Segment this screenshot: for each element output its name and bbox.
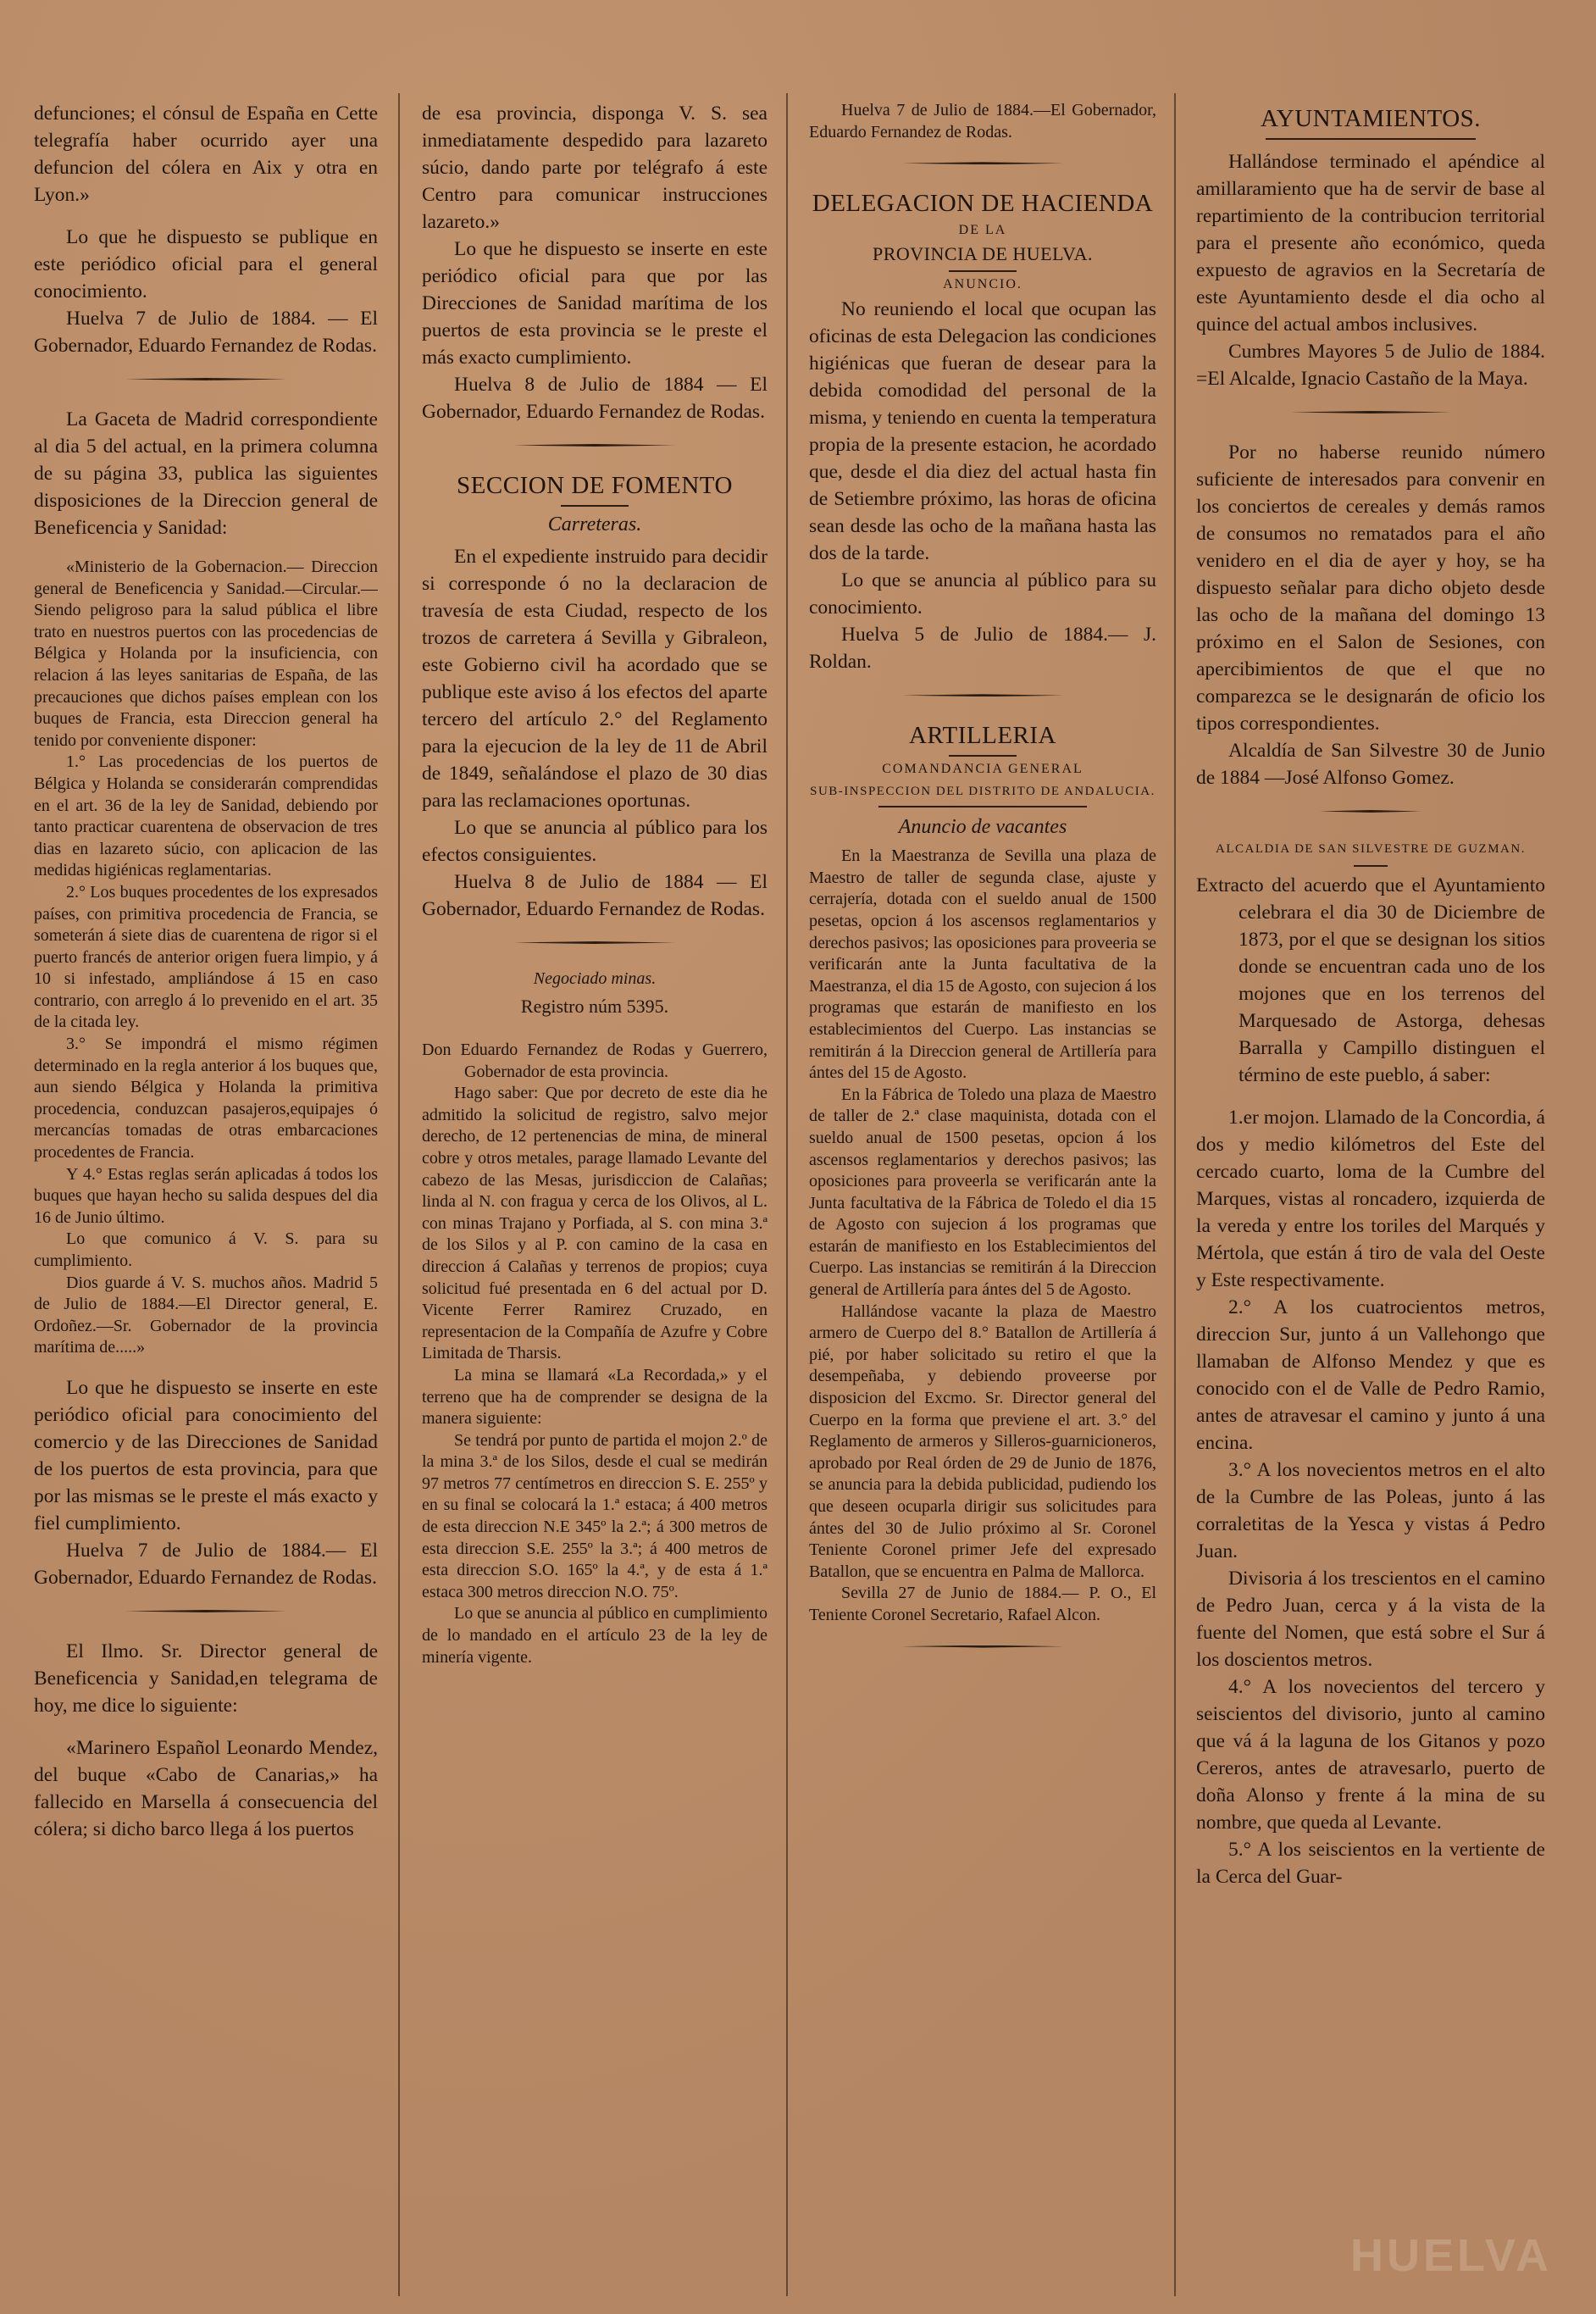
- paragraph: Don Eduardo Fernandez de Rodas y Guerrero, Gobernador de esta provincia.: [422, 1040, 768, 1081]
- signature-line: Huelva 7 de Julio de 1884. — El Gobernador, Eduardo Fernandez de Rodas.: [34, 308, 378, 357]
- paragraph: Hago saber: Que por decreto de este dia he admitido la solicitud de registro, salvo mejor derecho, de 12 pertenencias de mina, de mineral cobre y otros metales, parage llamado Levante del cabezo de las Mesas, jurisdiccion de Calañas; linda al N. con fragua y cerca de los Olivos, al L. con minas Trajano y Porfiada, al S. con mina 3.ª de los Silos y al P. con camino de la casa en direccion á Calañas y terrenos de propios; cuya solicitud fué presentada en 6 del actual por D. Vicente Ferrer Ramirez Cruzado, en representacion de la Compañía de Azufre y Cobre Limitada de Tharsis.: [422, 1084, 768, 1363]
- library-watermark: HUELVA: [1350, 2230, 1552, 2281]
- registro-number: Registro núm 5395.: [520, 996, 669, 1017]
- paragraph: «Marinero Español Leonardo Mendez, del buque «Cabo de Canarias,» ha fallecido en Marsella á consecuencia del cólera; si dicho barco llega á los puertos: [34, 1736, 378, 1840]
- separator: [902, 694, 1063, 696]
- paragraph: 1.er mojon. Llamado de la Concordia, á dos y medio kilómetros del Este del cercado cuarto, loma de la Cumbre del Marques, vistas al roncadero, izquierda de la vereda y entre los toriles del Marqués y Mértola, que están á tiro de vala del Oeste y Este respectivamente.: [1196, 1107, 1545, 1291]
- separator: [1320, 810, 1421, 813]
- section-heading-line-2: PROVINCIA DE HUELVA.: [873, 243, 1093, 265]
- heading-rule: [949, 270, 1017, 272]
- signature-line: Huelva 7 de Julio de 1884.—El Gobernador, Eduardo Fernandez de Rodas.: [809, 101, 1156, 142]
- column-4: [1196, 100, 1552, 2295]
- heading-rule: [1266, 138, 1475, 140]
- paragraph: Lo que he dispuesto se publique en este periódico oficial para el general conocimiento.: [34, 226, 378, 302]
- paragraph: 4.° A los novecientos del tercero y seiscientos del divisorio, junto al camino que vá á la laguna de los Gitanos y pozo Cereros, antes de atravesarlo, puerto de doña Alonso y frente á la mina de su nombre, que queda al Levante.: [1196, 1676, 1545, 1834]
- paragraph: No reuniendo el local que ocupan las oficinas de esta Delegacion las condiciones higiénicas que fueran de desear para la debida comodidad del personal de la misma, y teniendo en cuenta la temperatura propia de la presente estacion, he acordado que, desde el dia diez del actual hasta fin de Setiembre próximo, las horas de oficina sean desde las ocho de la mañana hasta las dos de la tarde.: [809, 298, 1156, 565]
- signature-line: Huelva 8 de Julio de 1884 — El Gobernador, Eduardo Fernandez de Rodas.: [422, 871, 768, 920]
- separator: [902, 162, 1063, 164]
- column-1: [34, 100, 378, 2295]
- signature-line: Sevilla 27 de Junio de 1884.— P. O., El Teniente Coronel Secretario, Rafael Alcon.: [809, 1584, 1156, 1624]
- section-heading: SECCION DE FOMENTO: [457, 472, 733, 499]
- paragraph: Por no haberse reunido número suficiente de interesados para convenir en los conciertos de cereales y demás ramos de consumos no rematados para el año venidero en el dia de ayer y hoy, se ha dispuesto señalar para dicho objeto desde las ocho de la mañana del domingo 13 próximo en el Salon de Sesiones, con apercibimientos de que el que no comparezca se le designarán de oficio los tipos correspondientes.: [1196, 441, 1545, 735]
- paragraph: 5.° A los seiscientos en la vertiente de la Cerca del Guar-: [1196, 1839, 1545, 1888]
- negociado-label: Negociado minas.: [533, 969, 657, 988]
- signature-line: Alcaldía de San Silvestre 30 de Junio de 1884 —José Alfonso Gomez.: [1196, 740, 1545, 789]
- signature-line: Cumbres Mayores 5 de Julio de 1884. =El Alcalde, Ignacio Castaño de la Maya.: [1196, 341, 1545, 390]
- separator: [1290, 411, 1451, 413]
- heading-rule: [949, 755, 1017, 757]
- paragraph: Hallándose terminado el apéndice al amillaramiento que ha de servir de base al repartimiento de la contribucion territorial para el presente año económico, queda expuesto de agravios en la Secretaría de este Ayuntamiento desde el dia ocho al quince del actual ambos inclusives.: [1196, 151, 1545, 336]
- separator: [902, 1645, 1063, 1648]
- paragraph: Lo que se anuncia al público para los efectos consiguientes.: [422, 817, 768, 866]
- column-rule-3: [1174, 93, 1176, 2296]
- heading-connector: DE LA: [958, 223, 1007, 238]
- paragraph: En el expediente instruido para decidir si corresponde ó no la declaracion de travesía de esta Ciudad, respecto de los trozos de carretera á Sevilla y Gibraleon, este Gobierno civil ha acordado que se publique este aviso á los efectos del aparte tercero del artículo 2.° del Reglamento para la ejecucion de la ley de 11 de Abril de 1849, señalándose el plazo de 30 dias para las reclamaciones oportunas.: [422, 546, 768, 812]
- column-rule-2: [786, 93, 788, 2296]
- separator: [125, 1610, 286, 1612]
- paragraph: Lo que he dispuesto se inserte en este periódico oficial para que por las Direcciones de Sanidad marítima de los puertos de esta provincia se le preste el más exacto cumplimiento.: [422, 238, 768, 369]
- paragraph: 3.° A los novecientos metros en el alto de la Cumbre de las Poleas, junto á las corraletitas de la Yesca y vistas á Pedro Juan.: [1196, 1459, 1545, 1562]
- rule-4: Y 4.° Estas reglas serán aplicadas á todos los buques que hayan hecho su salida despues del dia 16 de Junio último.: [34, 1164, 378, 1227]
- paragraph: La Gaceta de Madrid correspondiente al dia 5 del actual, en la primera columna de su página 33, publica las siguientes disposiciones de la Direccion general de Beneficencia y Sanidad:: [34, 408, 378, 539]
- paragraph: El Ilmo. Sr. Director general de Beneficencia y Sanidad,en telegrama de hoy, me dice lo siguiente:: [34, 1640, 378, 1717]
- paragraph: En la Maestranza de Sevilla una plaza de Maestro de taller de segunda clase, ajuste y cerrajería, dotada con el sueldo anual de 1500 pesetas, opcion á los ascensos reglamentarios y derechos pasivos; las oposiciones para proveeria se verificarán ante la Junta facultativa de la Maestranza, el dia 15 de Agosto, con sujecion á los programas que estarán de manifiesto en los establecimientos del Cuerpo. Las instancias se remitirán á la Direccion general de Artillería para ántes del 15 de Agosto.: [809, 846, 1156, 1083]
- paragraph: Se tendrá por punto de partida el mojon 2.º de la mina 3.ª de los Silos, desde el cual se medirán 97 metros 77 centímetros en direccion S. E. 255º y en su final se colocará la 1.ª estaca; á 400 metros de esta direccion N.E 345º la 2.ª; á 300 metros de esta direccion S.E. 255º la 3.ª; á 400 metros de esta direccion S.O. 165º la 4.ª, y de esta á 1.ª estaca 300 metros direccion N.O. 75º.: [422, 1430, 768, 1601]
- rule-2: 2.° Los buques procedentes de los expresados países, con primitiva procedencia de Francia, se someterán á siete dias de cuarentena de rigor si el puerto francés de anterior origen fuera limpio, y á 10 si infestado, ampliándose á 15 en caso contrario, con arreglo á lo prevenido en el art. 35 de la citada ley.: [34, 882, 378, 1032]
- heading-rule: [1354, 865, 1388, 867]
- circular-text: «Ministerio de la Gobernacion.— Direccion general de Beneficencia y Sanidad.—Circular.—Siendo peligroso para la salud pública el libre trato en nuestros puertos con las procedencias de Bélgica y Holanda por la insuficiencia, con relacion á las leyes sanitarias de España, de las precauciones que dichos países emplean con los buques de Francia, esta Direccion general ha tenido por conveniente disponer:: [34, 558, 378, 750]
- signature-line: Huelva 7 de Julio de 1884.— El Gobernador, Eduardo Fernandez de Rodas.: [34, 1539, 378, 1589]
- rule-3: 3.° Se impondrá el mismo régimen determinado en la regla anterior á los buques que, aun siendo Bélgica y Holanda la primitiva procedencia, conduzcan pasajeros,equipajes ó mercancías tomadas de otras embarcaciones procedentes de Francia.: [34, 1035, 378, 1163]
- paragraph: En la Fábrica de Toledo una plaza de Maestro de taller de 2.ª clase maquinista, dotada con el sueldo anual de 1500 pesetas, opcion á los ascensos reglamentarios y derechos pasivos; las oposiciones para proveerla se verificarán ante la Junta facultativa de la Fábrica de Toledo el dia 15 de Agosto con sujecion á los programas que estarán de manifiesto en los Establecimientos del Cuerpo. Las instancias se remitirán á la Direccion general de Artillería para ántes del 5 de Agosto.: [809, 1085, 1156, 1300]
- section-heading: ARTILLERIA: [908, 722, 1056, 750]
- column-3: [809, 100, 1156, 2295]
- paragraph: Lo que comunico á V. S. para su cumplimiento.: [34, 1229, 378, 1270]
- subsection-label: COMANDANCIA GENERAL: [882, 762, 1083, 777]
- column-2: [422, 100, 768, 2295]
- section-heading: DELEGACION DE HACIENDA: [812, 190, 1154, 218]
- separator: [514, 941, 675, 944]
- signature-line: Huelva 8 de Julio de 1884 — El Gobernador, Eduardo Fernandez de Rodas.: [422, 374, 768, 423]
- column-rule-1: [398, 93, 400, 2296]
- subsection-label: SUB-INSPECCION DEL DISTRITO DE ANDALUCIA.: [810, 785, 1155, 799]
- section-heading: ALCALDIA DE SAN SILVESTRE DE GUZMAN.: [1216, 842, 1526, 856]
- signature-line: Huelva 5 de Julio de 1884.— J. Roldan.: [809, 624, 1156, 674]
- heading-rule: [561, 505, 629, 507]
- subheading: Anuncio de vacantes: [898, 816, 1067, 839]
- paragraph: Dios guarde á V. S. muchos años. Madrid 5 de Julio de 1884.—El Director general, E. Ordoñez.—Sr. Gobernador de la provincia marítima de.....»: [34, 1273, 378, 1357]
- section-heading: AYUNTAMIENTOS.: [1260, 105, 1482, 132]
- paragraph: Lo que se anuncia al público para su conocimiento.: [809, 569, 1156, 619]
- paragraph: 2.° A los cuatrocientos metros, direccion Sur, junto á un Vallehongo que llamaban de Alfonso Mendez y que es conocido con el de Valle de Pedro Ramio, antes de atravesar el camino y junto á una encina.: [1196, 1296, 1545, 1454]
- paragraph: Lo que se anuncia al público en cumplimiento de lo mandado en el artículo 23 de la ley de minería vigente.: [422, 1604, 768, 1667]
- subheading: Carreteras.: [547, 513, 642, 535]
- separator: [514, 444, 675, 447]
- paragraph: Divisoria á los trescientos en el camino de Pedro Juan, cerca y á la vista de la fuente del Nomen, que está sobre el Sur á los doscientos metros.: [1196, 1568, 1545, 1671]
- paragraph: Hallándose vacante la plaza de Maestro armero de Cuerpo del 8.° Batallon de Artillería á pié, por haber solicitado su retiro el que la desempeñaba, y debiendo proveerse por disposicion del Excmo. Sr. Director general del Cuerpo en la forma que previene el art. 3.° del Reglamento de armeros y Silleros-guarnicioneros, aprobado por Real órden de 29 de Junio de 1876, se anuncia para la debida publicidad, pudiendo los que deseen ocuparla dirigir sus solicitudes para ántes del 30 de Julio próximo al Sr. Coronel Teniente Coronel primer Jefe del expresado Batallon, que se encuentra en Palma de Mallorca.: [809, 1301, 1156, 1581]
- heading-rule: [878, 806, 1087, 807]
- paragraph: Lo que he dispuesto se inserte en este periódico oficial para conocimiento del comercio y de las Direcciones de Sanidad de los puertos de esta provincia, para que por las mismas se le preste el más exacto y fiel cumplimiento.: [34, 1376, 378, 1534]
- paragraph: La mina se llamará «La Recordada,» y el terreno que ha de comprender se designa de la manera siguiente:: [422, 1365, 768, 1429]
- rule-1: 1.° Las procedencias de los puertos de Bélgica y Holanda se considerarán comprendidas en el art. 36 de la ley de Sanidad, debiendo por tanto practicar cuarentena de observacion de tres dias en lazareto súcio, con aplicacion de las medidas higiénicas reglamentarias.: [34, 752, 378, 880]
- paragraph: Extracto del acuerdo que el Ayuntamiento celebrara el dia 30 de Diciembre de 1873, por el que se designan los sitios donde se encuentran cada uno de los mojones que en los terrenos del Marquesado de Astorga, dehesas Barralla y Campillo distinguen el término de este pueblo, á saber:: [1196, 874, 1545, 1086]
- separator: [125, 378, 286, 380]
- paragraph: de esa provincia, disponga V. S. sea inmediatamente despedido para lazareto súcio, dando parte por telégrafo á este Centro para comunicar instrucciones lazareto.»: [422, 103, 768, 233]
- paragraph: defunciones; el cónsul de España en Cette telegrafía haber ocurrido ayer una defuncion del cólera en Aix y otra en Lyon.»: [34, 103, 378, 206]
- anuncio-label: ANUNCIO.: [943, 277, 1022, 292]
